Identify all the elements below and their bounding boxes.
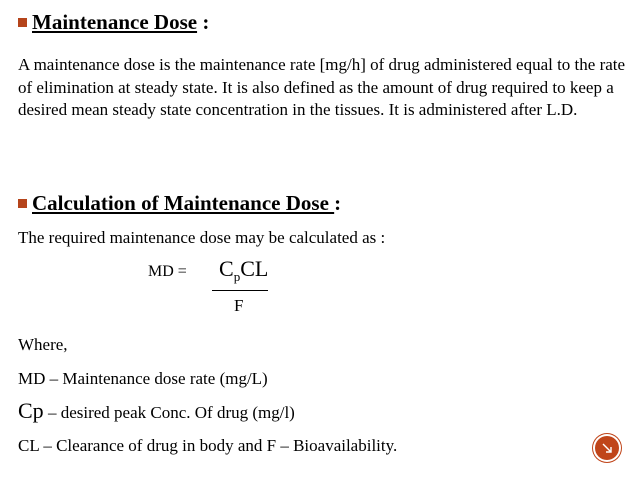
arrow-badge-icon[interactable] xyxy=(595,436,619,460)
formula-denominator: F xyxy=(234,296,244,315)
formula-md-label: MD = xyxy=(148,263,187,280)
md-definition: MD – Maintenance dose rate (mg/L) xyxy=(18,369,268,388)
cp-term: Cp xyxy=(18,398,44,423)
cl-definition: CL – Clearance of drug in body and F – Bioavailability. xyxy=(18,436,398,455)
formula-intro: The required maintenance dose may be calculated as : xyxy=(18,228,386,247)
heading-text: Maintenance Dose xyxy=(32,10,198,34)
arrow-down-right-icon xyxy=(601,442,613,454)
cp-definition xyxy=(18,400,295,422)
fraction-bar xyxy=(212,290,268,291)
section-heading-maintenance-dose xyxy=(18,12,209,33)
formula-num-subscript: p xyxy=(233,269,241,284)
section-heading-calculation xyxy=(18,193,341,214)
square-bullet-icon xyxy=(18,18,27,27)
heading-suffix: : xyxy=(334,191,342,215)
cp-description: – desired peak Conc. Of drug (mg/l) xyxy=(43,403,295,422)
formula-num-c: C xyxy=(219,256,234,281)
formula-num-rest: CL xyxy=(240,256,269,281)
heading-suffix: : xyxy=(197,10,210,34)
heading-text: Calculation of Maintenance Dose xyxy=(32,191,335,215)
square-bullet-icon xyxy=(18,199,27,208)
definition-paragraph: A maintenance dose is the maintenance rate [mg/h] of drug administered equal to the rate of elimination at steady state. It is also defined as the amount of drug required to keep a desired mean steady state concentration in the tissues. It is administered after L.D. xyxy=(18,55,626,119)
formula-numerator xyxy=(219,256,268,282)
formula-lhs xyxy=(148,263,187,281)
where-label: Where, xyxy=(18,335,68,354)
